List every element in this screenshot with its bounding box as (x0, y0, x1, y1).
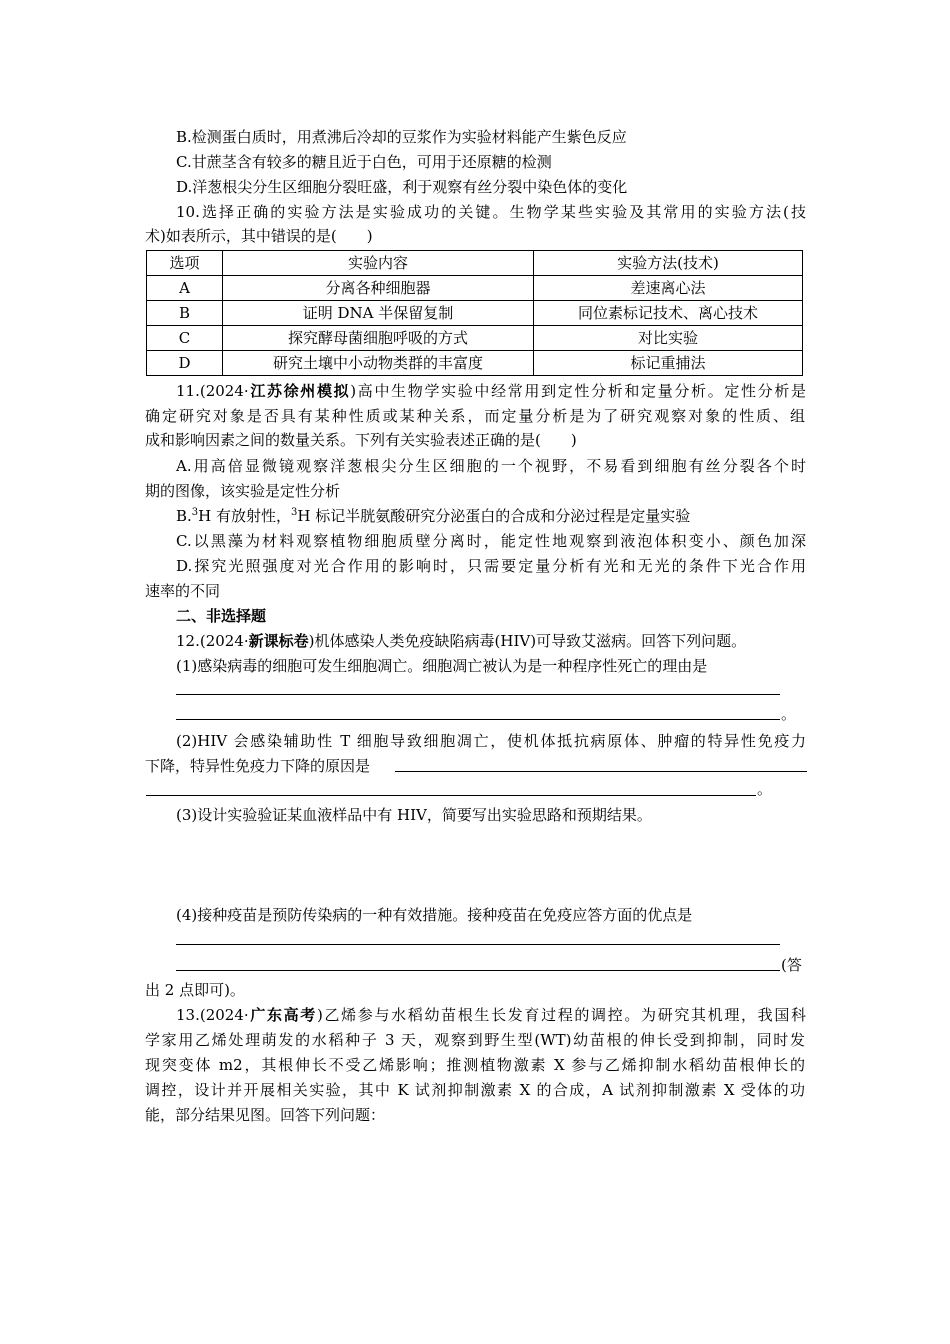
experiment-table (146, 250, 803, 376)
q13-source: 广东高考 (248, 1006, 317, 1024)
q11-option-c: C.以黑藻为材料观察植物细胞质壁分离时，能定性地观察到液泡体积变小、颜色加深 (176, 532, 806, 550)
table-cell: 探究酵母菌细胞呼吸的方式 (223, 326, 534, 351)
q11-option-b (176, 506, 806, 526)
q11-stem-line-1 (176, 381, 806, 401)
answer-line[interactable] (146, 795, 756, 796)
q12-stem-text: )机体感染人类免疫缺陷病毒(HIV)可导致艾滋病。回答下列问题。 (308, 632, 747, 650)
table-row (147, 276, 803, 301)
table-cell: 研究土壤中小动物类群的丰富度 (223, 351, 534, 376)
table-cell: 分离各种细胞器 (223, 276, 534, 301)
answer-line[interactable] (176, 719, 780, 720)
period-mark: 。 (781, 705, 797, 723)
q12-part-4: (4)接种疫苗是预防传染病的一种有效措施。接种疫苗在免疫应答方面的优点是 (176, 906, 693, 924)
q12-stem (176, 631, 806, 651)
table-cell: B (147, 301, 223, 326)
q12-part-4-tail: (答 (781, 956, 802, 974)
q10-stem-line-2: 术)如表所示，其中错误的是( ) (145, 227, 373, 245)
answer-line[interactable] (176, 694, 780, 695)
table-cell: 证明 DNA 半保留复制 (223, 301, 534, 326)
q12-source: 新课标卷 (248, 632, 309, 650)
q13-stem-line-3: 现突变体 m2，其根伸长不受乙烯影响；推测植物激素 X 参与乙烯抑制水稻幼苗根伸长的 (145, 1056, 805, 1074)
q12-part-1: (1)感染病毒的细胞可发生细胞凋亡。细胞凋亡被认为是一种程序性死亡的理由是 (176, 657, 708, 675)
table-row (147, 351, 803, 376)
answer-line[interactable] (176, 970, 780, 971)
table-header-row (147, 251, 803, 276)
table-row (147, 301, 803, 326)
answer-line[interactable] (176, 944, 780, 945)
q12-part-2-line-2: 下降，特异性免疫力下降的原因是 (145, 757, 371, 775)
table-cell: C (147, 326, 223, 351)
table-cell: 差速离心法 (534, 276, 803, 301)
table-cell: D (147, 351, 223, 376)
q11-option-d-line-2: 速率的不同 (145, 582, 221, 600)
q13-stem-line-1 (176, 1005, 806, 1025)
q10-stem-line-1: 10.选择正确的实验方法是实验成功的关键。生物学某些实验及其常用的实验方法(技 (176, 203, 806, 221)
q11-option-a-line-2: 期的图像，该实验是定性分析 (145, 482, 341, 500)
period-mark: 。 (757, 780, 773, 798)
q12-part-3: (3)设计实验验证某血液样品中有 HIV，简要写出实验思路和预期结果。 (176, 806, 652, 824)
q9-option-d: D.洋葱根尖分生区细胞分裂旺盛，利于观察有丝分裂中染色体的变化 (176, 178, 628, 196)
option-text: H 标记半胱氨酸研究分泌蛋白的合成和分泌过程是定量实验 (297, 507, 691, 525)
q12-part-2-line-1: (2)HIV 会感染辅助性 T 细胞导致细胞凋亡，使机体抵抗病原体、肿瘤的特异性免疫力 (176, 732, 806, 750)
table-cell: 同位素标记技术、离心技术 (534, 301, 803, 326)
q11-number: 11.(2024· (176, 382, 249, 400)
q11-stem-text: )高中生物学实验中经常用到定性分析和定量分析。定性分析是 (350, 382, 806, 400)
q12-part-4-continuation: 出 2 点即可)。 (145, 981, 245, 999)
option-text: H 有放射性， (198, 507, 292, 525)
q13-stem-line-5: 能，部分结果见图。回答下列问题： (145, 1106, 386, 1124)
q11-source: 江苏徐州模拟 (248, 382, 351, 400)
q11-stem-line-2: 确定研究对象是否具有某种性质或某种关系，而定量分析是为了研究观察对象的性质、组 (145, 407, 805, 425)
table-header-cell: 实验方法(技术) (534, 251, 803, 276)
table-cell: 标记重捕法 (534, 351, 803, 376)
table-cell: 对比实验 (534, 326, 803, 351)
q9-option-c: C.甘蔗茎含有较多的糖且近于白色，可用于还原糖的检测 (176, 153, 552, 171)
q11-option-d-line-1: D.探究光照强度对光合作用的影响时，只需要定量分析有光和无光的条件下光合作用 (176, 557, 806, 575)
q11-option-a-line-1: A.用高倍显微镜观察洋葱根尖分生区细胞的一个视野，不易看到细胞有丝分裂各个时 (176, 457, 806, 475)
answer-line[interactable] (395, 771, 807, 772)
table-row (147, 326, 803, 351)
q13-stem-line-4: 调控，设计并开展相关实验，其中 K 试剂抑制激素 X 的合成，A 试剂抑制激素 X 受体的功 (145, 1081, 805, 1099)
superscript-mass-number: 3 (191, 507, 199, 518)
section-heading: 二、非选择题 (176, 607, 267, 625)
q13-stem-line-2: 学家用乙烯处理萌发的水稻种子 3 天，观察到野生型(WT)幼苗根的伸长受到抑制，同时发 (145, 1031, 805, 1049)
table-header-cell: 实验内容 (223, 251, 534, 276)
q13-stem-text: )乙烯参与水稻幼苗根生长发育过程的调控。为研究其机理，我国科 (316, 1006, 806, 1024)
q12-number: 12.(2024· (176, 632, 249, 650)
q13-number: 13.(2024· (176, 1006, 249, 1024)
option-label: B. (176, 507, 192, 525)
superscript-mass-number: 3 (291, 507, 298, 518)
table-header-cell: 选项 (147, 251, 223, 276)
q11-stem-line-3: 成和影响因素之间的数量关系。下列有关实验表述正确的是( ) (145, 431, 577, 449)
table-cell: A (147, 276, 223, 301)
q9-option-b: B.检测蛋白质时，用煮沸后冷却的豆浆作为实验材料能产生紫色反应 (176, 128, 627, 146)
